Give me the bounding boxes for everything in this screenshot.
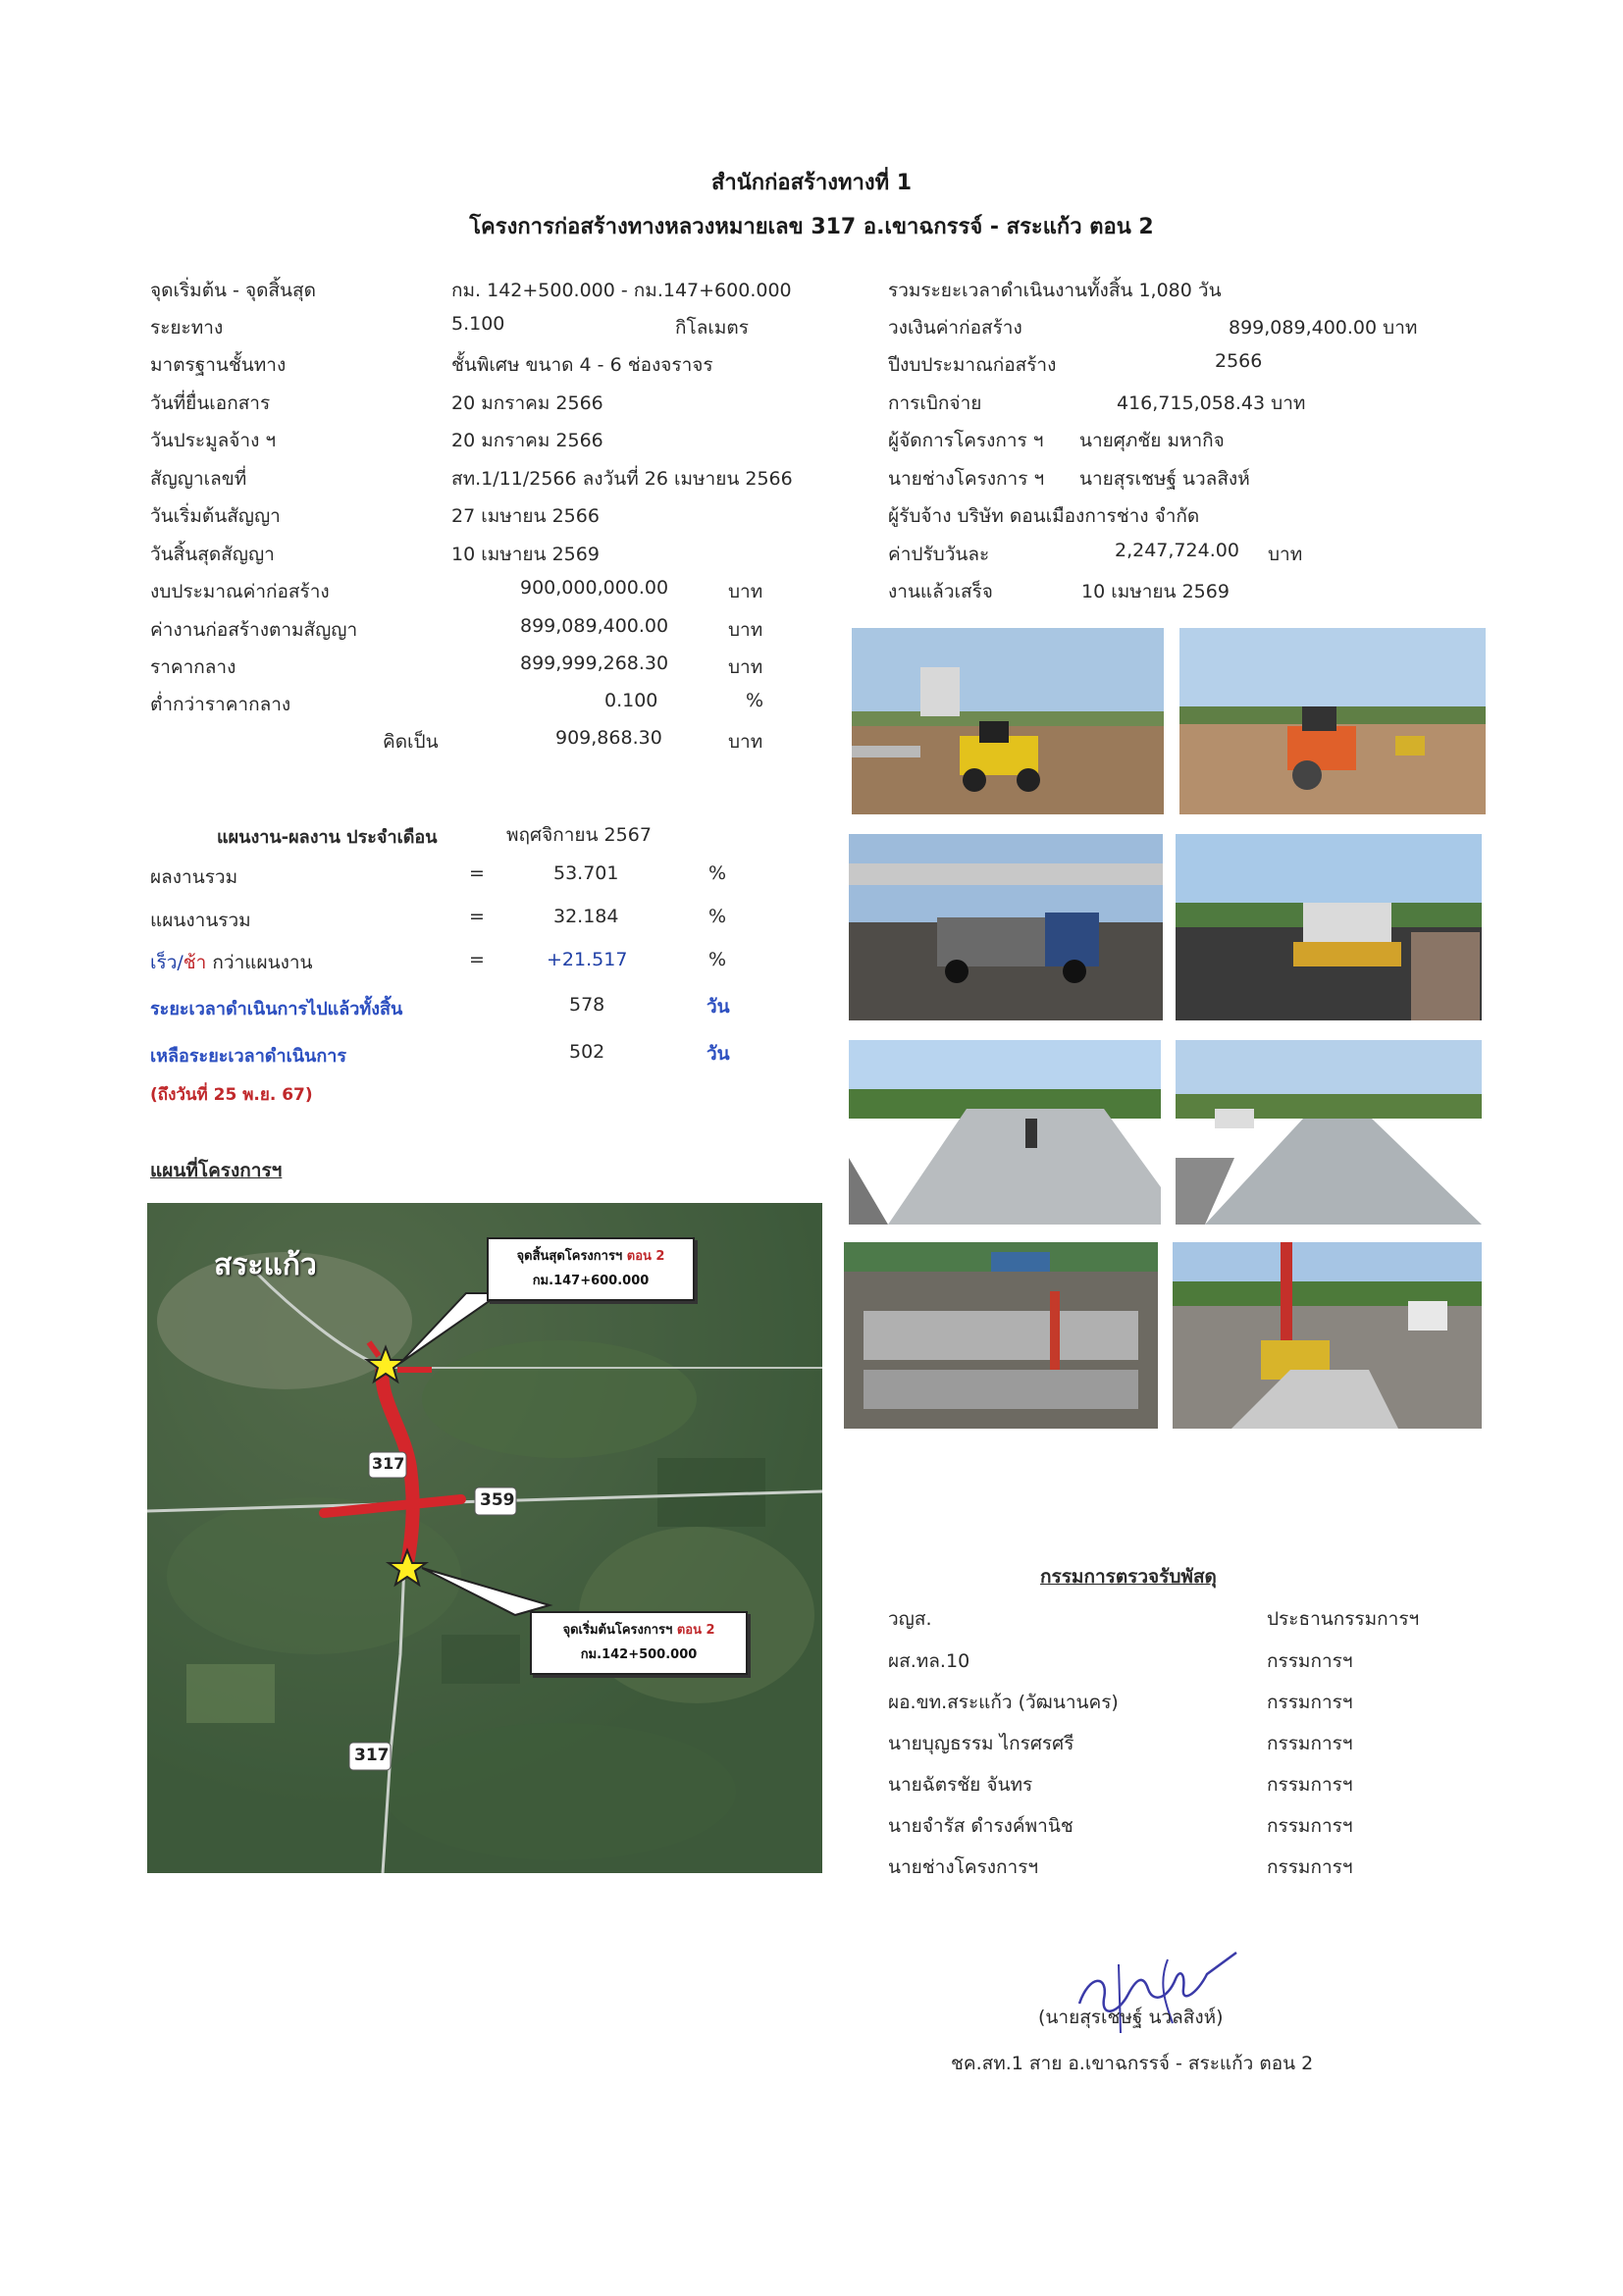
speed-rest: กว่าแผนงาน [206, 952, 313, 973]
committee-member-name: นายฉัตรชัย จันทร [888, 1774, 1033, 1796]
speed-eq: = [469, 949, 485, 970]
speed-slow: ช้า [183, 952, 207, 973]
disbursement-label: การเบิกจ่าย [888, 392, 982, 414]
completion-value: 10 เมษายน 2569 [1081, 581, 1230, 602]
start-point-section: ตอน 2 [676, 1623, 715, 1638]
committee-member-role: กรรมการฯ [1267, 1774, 1353, 1796]
budget-unit: บาท [728, 581, 763, 602]
progress-month: พฤศจิกายน 2567 [506, 824, 652, 846]
fine-value: 2,247,724.00 [1115, 540, 1239, 561]
budget-label: วงเงินค่าก่อสร้าง [888, 317, 1022, 339]
info-label: วันประมูลจ้าง ฯ [150, 430, 277, 451]
progress-unit: % [708, 862, 727, 884]
budget-unit: บาท [728, 731, 763, 753]
end-point-section: ตอน 2 [626, 1249, 665, 1264]
info-value: ชั้นพิเศษ ขนาด 4 - 6 ช่องจราจร [451, 354, 713, 376]
remaining-value: 502 [569, 1041, 605, 1063]
construction-photo-tanker [849, 834, 1163, 1020]
info-label: วันที่ยื่นเอกสาร [150, 392, 271, 414]
budget-value: 0.100 [604, 690, 658, 711]
committee-member-role: กรรมการฯ [1267, 1856, 1353, 1878]
progress-label: ผลงานรวม [150, 866, 238, 888]
committee-member-role: ประธานกรรมการฯ [1267, 1608, 1420, 1630]
budget-unit: บาท [728, 619, 763, 641]
engineer-value: นายสุรเชษฐ์ นวลสิงห์ [1079, 468, 1250, 490]
progress-value: 53.701 [553, 862, 619, 884]
contractor-text: ผู้รับจ้าง บริษัท ดอนเมืองการช่าง จำกัด [888, 505, 1200, 527]
engineer-label: นายช่างโครงการ ฯ [888, 468, 1045, 490]
committee-member-name: ผส.ทล.10 [888, 1650, 970, 1672]
progress-heading: แผนงาน-ผลงาน ประจำเดือน [217, 827, 438, 848]
committee-member-name: วญส. [888, 1608, 932, 1630]
remaining-label: เหลือระยะเวลาดำเนินการ [150, 1046, 347, 1067]
end-point-title [493, 1245, 689, 1270]
info-unit: กิโลเมตร [675, 317, 749, 339]
budget-label: คิดเป็น [383, 731, 439, 753]
start-point-km: กม.142+500.000 [580, 1646, 698, 1662]
info-value: 10 เมษายน 2569 [451, 544, 600, 565]
construction-photo-concrete-b [1176, 1040, 1482, 1225]
duration-text: รวมระยะเวลาดำเนินงานทั้งสิ้น 1,080 วัน [888, 280, 1222, 301]
construction-photo-concrete-a [849, 1040, 1161, 1225]
elapsed-label: ระยะเวลาดำเนินการไปแล้วทั้งสิ้น [150, 999, 403, 1019]
info-value: 20 มกราคม 2566 [451, 430, 603, 451]
speed-label [150, 948, 313, 977]
progress-unit: % [708, 906, 727, 927]
end-point-label: จุดสิ้นสุดโครงการฯ [516, 1249, 627, 1264]
map-heading: แผนที่โครงการฯ [150, 1160, 283, 1181]
road-359-label: 359 [480, 1490, 515, 1510]
end-point-callout [487, 1237, 695, 1301]
budget-value: 900,000,000.00 [520, 577, 669, 599]
disbursement-value: 416,715,058.43 บาท [1117, 392, 1306, 414]
budget-unit: % [746, 690, 764, 711]
budget-unit: บาท [728, 656, 763, 678]
speed-unit: % [708, 949, 727, 970]
construction-photo-paver [1176, 834, 1482, 1020]
signer-position: ชค.สท.1 สาย อ.เขาฉกรรจ์ - สระแก้ว ตอน 2 [951, 2053, 1314, 2074]
road-317-bottom-label: 317 [354, 1746, 390, 1765]
construction-photo-grader [852, 628, 1164, 814]
budget-label: ราคากลาง [150, 656, 236, 678]
budget-label: ค่างานก่อสร้างตามสัญญา [150, 619, 358, 641]
committee-member-name: ผอ.ขท.สระแก้ว (วัฒนานคร) [888, 1692, 1119, 1713]
office-title: สำนักก่อสร้างทางที่ 1 [710, 171, 913, 195]
budget-value: 899,089,400.00 [520, 615, 669, 637]
satellite-map-image [147, 1203, 822, 1873]
info-label: วันเริ่มต้นสัญญา [150, 505, 281, 527]
budget-value: 899,089,400.00 บาท [1229, 317, 1418, 339]
info-label: ระยะทาง [150, 317, 224, 339]
speed-fast: เร็ว/ [150, 952, 183, 973]
construction-photo-roller [1179, 628, 1486, 814]
info-label: มาตรฐานชั้นทาง [150, 354, 287, 376]
start-point-title [536, 1619, 742, 1644]
year-value: 2566 [1215, 350, 1263, 372]
completion-label: งานแล้วเสร็จ [888, 581, 993, 602]
committee-member-name: นายจำรัส ดำรงค์พานิช [888, 1815, 1073, 1837]
progress-label: แผนงานรวม [150, 910, 251, 931]
as-of-date: (ถึงวันที่ 25 พ.ย. 67) [150, 1085, 313, 1105]
info-value: สท.1/11/2566 ลงวันที่ 26 เมษายน 2566 [451, 468, 793, 490]
info-value: 5.100 [451, 313, 505, 335]
end-point-km: กม.147+600.000 [532, 1273, 650, 1288]
committee-member-role: กรรมการฯ [1267, 1815, 1353, 1837]
info-label: จุดเริ่มต้น - จุดสิ้นสุด [150, 280, 316, 301]
info-label: สัญญาเลขที่ [150, 468, 247, 490]
construction-photo-bridge-b [1173, 1242, 1482, 1429]
info-value: 27 เมษายน 2566 [451, 505, 600, 527]
start-point-callout [530, 1611, 748, 1675]
committee-member-name: นายช่างโครงการฯ [888, 1856, 1039, 1878]
committee-member-role: กรรมการฯ [1267, 1692, 1353, 1713]
project-title: โครงการก่อสร้างทางหลวงหมายเลข 317 อ.เขาฉกรรจ์ - สระแก้ว ตอน 2 [469, 215, 1154, 239]
project-map [147, 1203, 822, 1873]
fine-unit: บาท [1268, 544, 1303, 565]
committee-member-role: กรรมการฯ [1267, 1650, 1353, 1672]
map-town-label: สระแก้ว [214, 1248, 317, 1282]
manager-label: ผู้จัดการโครงการ ฯ [888, 430, 1044, 451]
info-label: วันสิ้นสุดสัญญา [150, 544, 275, 565]
info-value: 20 มกราคม 2566 [451, 392, 603, 414]
progress-value: 32.184 [553, 906, 619, 927]
committee-heading: กรรมการตรวจรับพัสดุ [1040, 1566, 1217, 1588]
fine-label: ค่าปรับวันละ [888, 544, 990, 565]
elapsed-value: 578 [569, 994, 605, 1016]
signer-name: (นายสุรเชษฐ์ นวลสิงห์) [1038, 2007, 1224, 2028]
budget-value: 909,868.30 [555, 727, 662, 749]
manager-value: นายศุภชัย มหากิจ [1079, 430, 1225, 451]
start-point-label: จุดเริ่มต้นโครงการฯ [562, 1623, 677, 1638]
budget-label: งบประมาณค่าก่อสร้าง [150, 581, 330, 602]
year-label: ปีงบประมาณก่อสร้าง [888, 354, 1057, 376]
elapsed-unit: วัน [707, 996, 730, 1018]
committee-member-role: กรรมการฯ [1267, 1733, 1353, 1754]
road-317-top-label: 317 [372, 1454, 405, 1473]
committee-member-name: นายบุญธรรม ไกรศรศรี [888, 1733, 1074, 1754]
info-value: กม. 142+500.000 - กม.147+600.000 [451, 280, 792, 301]
progress-eq: = [469, 906, 485, 927]
remaining-unit: วัน [707, 1043, 730, 1065]
construction-photo-bridge-a [844, 1242, 1158, 1429]
speed-value: +21.517 [547, 949, 628, 970]
budget-label: ต่ำกว่าราคากลาง [150, 694, 291, 715]
budget-value: 899,999,268.30 [520, 652, 669, 674]
progress-eq: = [469, 862, 485, 884]
